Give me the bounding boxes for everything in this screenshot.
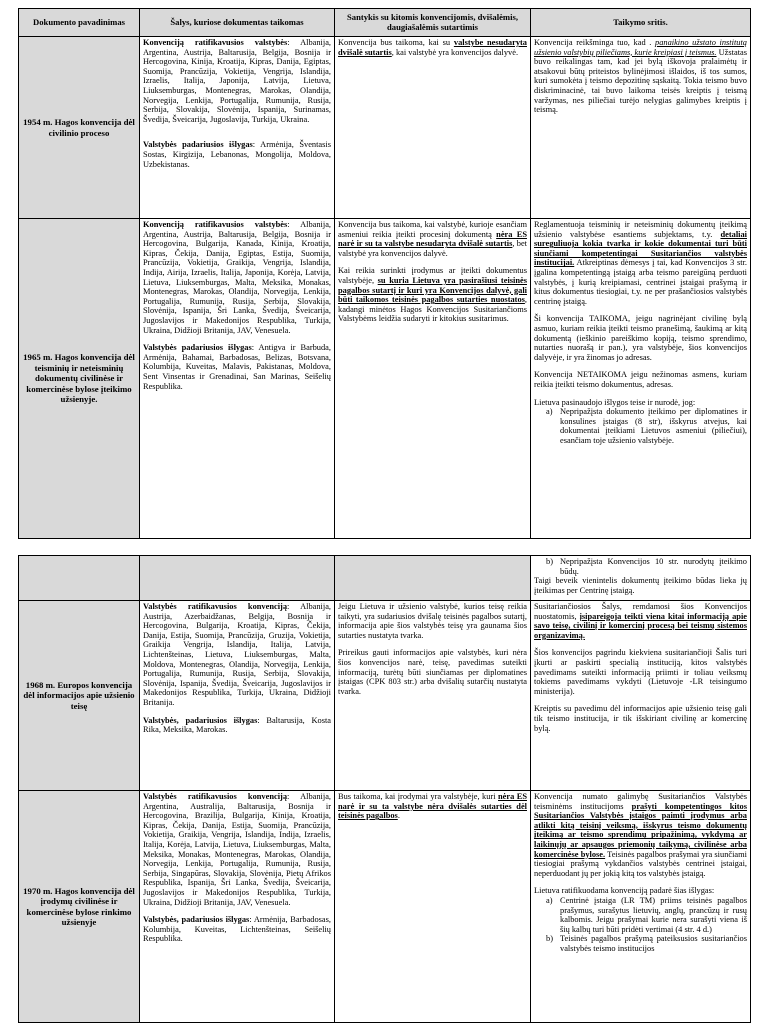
list-marker: b) bbox=[546, 934, 553, 944]
relation-text: Jeigu Lietuva ir užsienio valstybė, kurios teisę reikia taikyti, yra sudariusios dvišalę teisinės pagalbos sutartį, informacija apie šios valstybės teisę yra gaunama šios sutarties nustatyta tvarka. bbox=[338, 602, 527, 640]
row-1965 bbox=[19, 219, 751, 539]
blank-cell bbox=[19, 556, 140, 601]
relation-1965 bbox=[335, 219, 531, 539]
ratified-list: : Albanija, Argentina, Australija, Baltarusija, Bosnija ir Hercogovina, Brazilija, Bulgarija, Kinija, Kroatija, Kipras, Čekija, Danija, Estija, Suomija, Prancūzija, Vokietija, Graikija, Vengrija, Islandija, Indija, Izraelis, Italija, Korėja, Latvija, Lietuva, Liuksemburgas, Malta, Meksika, Monakas, Montenegras, Marokas, Olandija, Norvegija, Lenkija, Portugalija, Rumunija, Rusija, Serbija, Singapūras, Slovakija, Slovėnija, Pietų Afrikos Respublika, Ispanija, Šri Lanka, Švedija, Šveicarija, Jugoslavijos ir Makedonijos Respublika, Turkija, Ukraina, Didžioji Britanija, JAV, Venesuela. bbox=[143, 792, 332, 907]
list-text: Teisinės pagalbos prašymą pateiksusios susitariančios valstybės teismo institucijos bbox=[560, 934, 747, 953]
list-item bbox=[546, 407, 747, 445]
blank-cell bbox=[140, 556, 335, 601]
countries-1970 bbox=[140, 791, 335, 1023]
blank-cell bbox=[335, 556, 531, 601]
scope-emphasis: panaikino užstato institutą užsienio valstybių piliečiams, kurie kreipiasi į teismus. bbox=[534, 38, 747, 57]
ratified-list: : Albanija, Argentina, Austrija, Baltarusija, Belgija, Bosnija ir Hercogovina, Bulgarija, Kanada, Kinija, Kroatija, Kipras, Čekija, Danija, Egiptas, Estija, Suomija, Prancūzija, Vokietija, Graikija, Vengrija, Islandija, Indija, Airija, Izraelis, Italija, Japonija, Korėja, Latvija, Lietuva, Liuksemburgas, Malta, Meksika, Monakas, Montenegras, Marokas, Olandija, Norvegija, Lenkija, Portugalija, Rumunija, Rusija, Serbija, Slovakija, Slovėnija, Ispanija, Šri Lanka, Švedija, Šveicarija, Jugoslavijos ir Makedonijos Respublika, Turkija, Ukraina, Didžioji Britanija, JAV, Venesuela. bbox=[143, 220, 332, 335]
row-1968 bbox=[19, 601, 751, 791]
scope-text-end: Atkreiptinas dėmesys į tai, kad Konvencijos 3 str. įgalina kompetentingą įstaigą arba teismo pareigūną perduoti valstybės, į kurią kreipiamasi, centrinei įstaigai prašymą ir kitus dokumentus tiesiogiai, t.y. ne per prašančiosios valstybės centrinę įstaigą. bbox=[534, 258, 747, 306]
reservations-label: Valstybės padariusios išlygas bbox=[143, 140, 253, 150]
scope-text: Kreiptis su pavedimu dėl informacijos apie užsienio teisę gali tik teismo institucija, ir tik išskiriant civilinę ar komercinę bylą. bbox=[534, 704, 747, 733]
list-marker: a) bbox=[546, 407, 553, 417]
relation-text-end: , kai valstybė yra konvencijos dalyvė. bbox=[391, 47, 519, 57]
conventions-table-part2 bbox=[18, 555, 751, 1023]
continuation-row bbox=[19, 556, 751, 601]
ratified-list: : Albanija, Austrija, Azerbaidžanas, Belgija, Bosnija ir Hercogovina, Bulgarija, Kroatija, Kipras, Čekija, Danija, Estija, Suomija, Prancūzija, Gruzija, Vokietija, Graikija Vengrija, Islandija, Italija, Latvija, Lichtenšteinas, Lietuva, Liuksemburgas, Malta, Moldova, Montenegras, Olandija, Norvegija, Lenkija, Portugalija, Rumunija, Rusija, Serbija, Slovakija, Slovėnija, Ispanija, Švedija, Šveicarija, Jugoslavijos ir Makedonijos Respublika, Turkija, Ukraina, Didžioji Britanija. bbox=[143, 602, 332, 707]
scope-emphasis: prašyti kompetentingos kitos Susitariančios Valstybės įstaigos paimti įrodymus arba atlikti kitą teisinį veiksmą, išskyrus teismo dokumentų įteikimą ar teismo sprendimų pripažinimą, vykdymą ar laikinųjų ar apsaugos priemonių taikymą, civilinėse arba komercinėse bylose. bbox=[534, 801, 747, 859]
relation-1968 bbox=[335, 601, 531, 791]
scope-conclusion: Taigi beveik vienintelis dokumentų įteikimo būdas lieka jų įteikimas per Centrinę įstaigą. bbox=[534, 576, 747, 595]
scope-not-applies: Konvencija NETAIKOMA jeigu nežinomas asmens, kuriam reikia įteikti teismo dokumentus, adresas. bbox=[534, 370, 747, 389]
relation-emphasis: valstybe nesudaryta dvišalė sutartis bbox=[338, 38, 527, 57]
conventions-table-part1 bbox=[18, 8, 751, 539]
doc-name-1965: 1965 m. Hagos konvencija dėl teisminių ir neteisminių dokumentų civilinėse ir komercinėse bylose įteikimo užsienyje. bbox=[19, 219, 140, 539]
scope-text: Konvencija reikšminga tuo, kad . bbox=[534, 38, 656, 47]
ratified-label: Valstybės ratifikavusios konvenciją bbox=[143, 792, 288, 801]
doc-name-1968: 1968 m. Europos konvencija dėl informacijos apie užsienio teisę bbox=[19, 601, 140, 791]
relation-text: Konvencija bus taikoma, kai su bbox=[338, 38, 454, 47]
list-text: Nepripažįsta Konvencijos 10 str. nurodytų įteikimo būdų. bbox=[560, 557, 747, 576]
scope-applies: Ši konvencija TAIKOMA, jeigu nagrinėjant civilinę bylą asmuo, kuriam reikia įteikti teismo pranešimą, šaukimą ar kitą dokumentą (ieškinio pareiškimo kopiją, teismo sprendimo, nutarties nuorašą ir pan.), yra valstybėje, šios konvencijos dalyvėje, ir yra žinomas jo adresas. bbox=[534, 314, 747, 362]
relation-text-end: , bet valstybė yra konvencijos dalyvė. bbox=[338, 239, 527, 258]
relation-text-end: , kadangi minėtos Hagos Konvencijos Susitariančioms Valstybėms leidžia sudaryti ir kitokius susitarimus. bbox=[338, 295, 527, 324]
scope-text-end: Teisinės pagalbos prašymai yra siunčiami tiesiogiai prašymą vykdančios valstybės centrinei įstaigai, neperduodant jų per jokią kitą tos valstybės įstaigą. bbox=[534, 849, 747, 878]
reservations-label: Valstybės, padariusios išlygas bbox=[143, 915, 250, 925]
scope-1954 bbox=[531, 37, 751, 219]
list-item bbox=[546, 934, 747, 953]
scope-1968 bbox=[531, 601, 751, 791]
countries-1954 bbox=[140, 37, 335, 219]
list-marker: a) bbox=[546, 895, 553, 905]
scope-text: Šios konvencijos pagrindu kiekviena susitariančioji Šalis turi įkurti ar paskirti specialią instituciją, kitos valstybės pavedimams suteikti informaciją priimti ir toliau veiksmų tokiems pavedimams vykdyti (Lietuvoje -LR teisingumo ministerija). bbox=[534, 648, 747, 696]
relation-1954 bbox=[335, 37, 531, 219]
scope-emphasis: įsipareigoja teikti viena kitai informaciją apie savo teisę, civilinį ir komercinį procesą bei teismų sistemos organizavimą. bbox=[534, 611, 747, 640]
doc-name-1954: 1954 m. Hagos konvencija dėl civilinio proceso bbox=[19, 37, 140, 219]
list-text: Centrinė įstaiga (LR TM) priims teisinės pagalbos prašymus, surašytus lietuvių, anglų, prancūzų ir rusų kalbomis. Jeigu prašymai kurie nera surašyti viena iš šių kalbų turi būti pridėti vertimai (4 str. 4 d.) bbox=[560, 895, 747, 934]
reservations-list: : Armėnija, Barbadosas, Kolumbija, Kuveitas, Lichtenšteinas, Seišelių Respublika. bbox=[143, 915, 331, 944]
scope-text: Konvencija numato galimybę Susitariančios Valstybės teisminėms institucijoms bbox=[534, 792, 747, 811]
scope-1965-continued bbox=[531, 556, 751, 601]
reservations-list: : Antigva ir Barbuda, Armėnija, Bahamai, Barbadosas, Belizas, Botsvana, Kolumbija, Kuveitas, Malavis, Pakistanas, Moldova, Sent Vinsentas ir Grenadinai, San Marinas, Seišelių Respublika. bbox=[143, 343, 331, 391]
header-countries: Šalys, kuriose dokumentas taikomas bbox=[140, 9, 335, 37]
header-document-name: Dokumento pavadinimas bbox=[19, 9, 140, 37]
header-row bbox=[19, 9, 751, 37]
relation-emphasis: su kuria Lietuva yra pasirašiusi teisinės pagalbos sutartį ir kuri yra Konvencijos dalyvė, gali būti taikomos teisinės pagalbos sutarties nuostatos bbox=[338, 275, 527, 305]
list-item bbox=[546, 557, 747, 576]
ratified-label: Konvenciją ratifikavusios valstybės bbox=[143, 38, 288, 47]
reservations-list: : Armėnija, Šventasis Sostas, Kirgizija, Lebanonas, Mongolija, Moldova, Uzbekistanas. bbox=[143, 140, 331, 169]
list-item bbox=[546, 896, 747, 934]
relation-1970 bbox=[335, 791, 531, 1023]
scope-emphasis: detaliai sureguliuoja kokia tvarka ir kokie dokumentai turi būti siunčiami kompetentingai Susitariančios valstybės institucijai. bbox=[534, 229, 747, 268]
scope-text: Reglamentuoja teisminių ir neteisminių dokumentų įteikimą užsienio valstybėse esantiems subjektams, t.y. bbox=[534, 220, 747, 239]
countries-1968 bbox=[140, 601, 335, 791]
scope-reservations-intro: Lietuva ratifikuodama konvenciją padarė šias išlygas: bbox=[534, 886, 715, 896]
header-relation: Santykis su kitomis konvencijomis, dvišalėmis, daugiašalėmis sutartimis bbox=[335, 9, 531, 37]
row-1954 bbox=[19, 37, 751, 219]
reservations-label: Valstybės padariusios išlygas bbox=[143, 343, 252, 353]
relation-text: Prireikus gauti informacijos apie valstybės, kuri nėra šios konvencijos narė, teisę, pavedimas suteikti informaciją, turėtų būti siunčiamas per diplomatines įstaigas (CPK 803 str.) arba dvišalių sutarčių nustatyta tvarka. bbox=[338, 648, 527, 696]
reservations-list: : Baltarusija, Kosta Rika, Meksika, Marokas. bbox=[143, 715, 331, 735]
row-1970 bbox=[19, 791, 751, 1023]
list-marker: b) bbox=[546, 557, 553, 566]
ratified-label: Konvenciją ratifikavusios valstybės bbox=[143, 220, 288, 229]
scope-reservations-intro: Lietuva pasinaudojo išlygos teise ir nurodė, jog: bbox=[534, 397, 696, 407]
countries-1965 bbox=[140, 219, 335, 539]
header-scope: Taikymo sritis. bbox=[531, 9, 751, 37]
ratified-list: : Albanija, Argentina, Austrija, Baltarusija, Belgija, Bosnija ir Hercogovina, Kinija, Kroatija, Kipras, Danija, Egiptas, Suomija, Prancūzija, Vokietija, Vengrija, Islandija, Izraelis, Italija, Japonija, Latvija, Lietuva, Liuksemburgas, Montenegras, Marokas, Olandija, Norvegija, Lenkija, Portugalija, Rumunija, Rusija, Serbija, Slovakija, Slovėnija, Ispanija, Surinamas, Švedija, Šveicarija, Jugoslavija, Turkija, Ukraina. bbox=[143, 38, 332, 124]
scope-1970 bbox=[531, 791, 751, 1023]
reservations-label: Valstybės, padariusios išlygas bbox=[143, 715, 258, 725]
relation-text: Bus taikoma, kai įrodymai yra valstybėje, kuri bbox=[338, 792, 499, 801]
scope-1965 bbox=[531, 219, 751, 539]
relation-text-end: . bbox=[397, 811, 400, 821]
scope-text-end: Užstatas buvo reikalingas tam, kad jei bylą iškovoja pralaimėtų ir atsakovui būtų priteistos bylinėjimosi išlaidos, iš tos sumos, kuri sumokėta į teismo depozitinę sąskaitą. Tokia teismo buvo diskriminacinė, tai buvo laikoma teisės kreiptis į teismą varžymas, nes piliečiai turėjo nelygias galimybes kreiptis į teismą. bbox=[534, 47, 747, 115]
relation-emphasis: nėra ES narė ir su ta valstybe nesudaryta dvišalė sutartis bbox=[338, 229, 527, 249]
doc-name-1970: 1970 m. Hagos konvencija dėl įrodymų civilinėse ir komercinėse bylose rinkimo užsienyje bbox=[19, 791, 140, 1023]
scope-text: Susitariančiosios Šalys, remdamosi šios Konvencijos nuostatomis, bbox=[534, 602, 747, 621]
relation-text: Konvencija bus taikoma, kai valstybė, kurioje esančiam asmeniui reikia įteikti procesinį dokumentą bbox=[338, 220, 527, 239]
relation-text: Kai reikia surinkti įrodymus ar įteikti dokumentus valstybėje, bbox=[338, 266, 527, 285]
ratified-label: Valstybės ratifikavusios konvenciją bbox=[143, 602, 288, 611]
relation-emphasis: nėra ES narė ir su ta valstybe nėra dvišalės sutarties dėl teisinės pagalbos bbox=[338, 792, 527, 821]
list-text: Nepripažįsta dokumento įteikimo per diplomatines ir konsulines įstaigas (8 str), išskyrus atvejus, kai dokumentai įteikiami Lietuvos asmeniui (piliečiui), esančiam toje užsienio valstybėje. bbox=[560, 407, 747, 445]
